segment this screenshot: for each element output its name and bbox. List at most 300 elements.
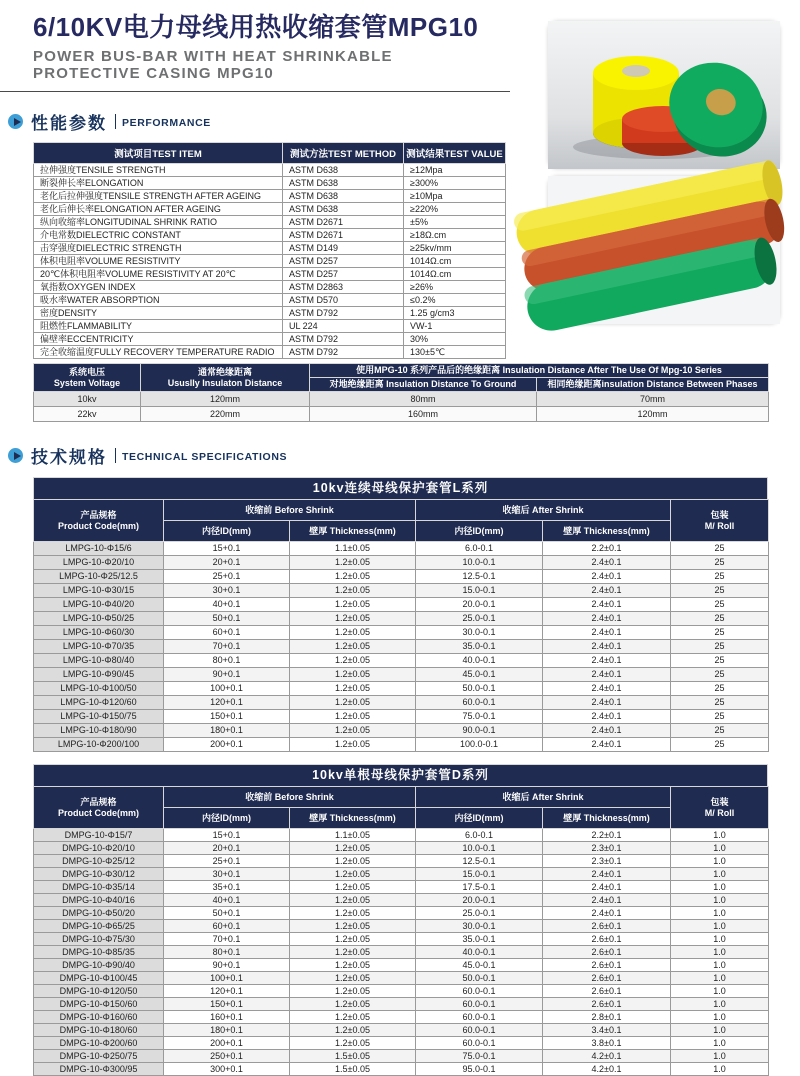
table-cell: ≥220% — [404, 203, 506, 216]
table-cell: LMPG-10-Φ30/15 — [34, 584, 164, 598]
table-cell: 25 — [671, 654, 769, 668]
table-row — [34, 855, 769, 868]
col-packing — [671, 500, 769, 542]
table-cell: 1.2±0.05 — [290, 626, 416, 640]
table-cell: DMPG-10-Φ15/7 — [34, 829, 164, 842]
table-cell: 75.0-0.1 — [416, 1050, 543, 1063]
table-cell: 120mm — [537, 407, 769, 422]
table-cell: ASTM D792 — [283, 346, 404, 359]
table-cell: 1.0 — [671, 933, 769, 946]
section-technical-en: TECHNICAL SPECIFICATIONS — [122, 451, 288, 464]
table-cell: 2.4±0.1 — [543, 598, 671, 612]
col-product-code-cn: 产品规格 — [80, 796, 117, 807]
col-packing-cn: 包装 — [710, 509, 729, 520]
table-cell: 1.0 — [671, 868, 769, 881]
performance-header-row — [34, 143, 506, 164]
table-row — [34, 407, 769, 422]
table-cell: 1.0 — [671, 842, 769, 855]
table-row — [34, 682, 769, 696]
table-cell: LMPG-10-Φ50/25 — [34, 612, 164, 626]
table-cell: 2.4±0.1 — [543, 682, 671, 696]
table-cell: 2.4±0.1 — [543, 668, 671, 682]
table-cell: 1.2±0.05 — [290, 584, 416, 598]
col-packing-en: M/ Roll — [704, 807, 735, 818]
table-cell: DMPG-10-Φ250/75 — [34, 1050, 164, 1063]
insulation-header-row-1 — [34, 364, 769, 378]
table-cell: 20.0-0.1 — [416, 598, 543, 612]
table-row — [34, 907, 769, 920]
table-row — [34, 946, 769, 959]
col-packing-cn: 包装 — [710, 796, 729, 807]
table-cell: ASTM D570 — [283, 294, 404, 307]
table-cell: 160+0.1 — [164, 1011, 290, 1024]
section-performance-cn: 性能参数 — [31, 114, 107, 134]
table-cell: LMPG-10-Φ25/12.5 — [34, 570, 164, 584]
table-cell: 2.6±0.1 — [543, 985, 671, 998]
table-cell: 1.0 — [671, 972, 769, 985]
col-system-voltage — [34, 364, 141, 392]
table-cell: ≥300% — [404, 177, 506, 190]
col-thickness-before: 壁厚 Thickness(mm) — [290, 808, 416, 829]
table-cell: 70+0.1 — [164, 640, 290, 654]
l-header-row-1 — [34, 500, 769, 521]
page-title: 6/10KV电力母线用热收缩套管MPG10 — [33, 12, 479, 42]
table-cell: 1.2±0.05 — [290, 724, 416, 738]
table-cell: 1.2±0.05 — [290, 1024, 416, 1037]
table-cell: DMPG-10-Φ90/40 — [34, 959, 164, 972]
table-cell: 1.2±0.05 — [290, 998, 416, 1011]
table-cell: 25 — [671, 738, 769, 752]
table-cell: 1.0 — [671, 998, 769, 1011]
table-cell: 2.4±0.1 — [543, 556, 671, 570]
table-row — [34, 307, 506, 320]
table-cell: 1.2±0.05 — [290, 682, 416, 696]
table-cell: 1.2±0.05 — [290, 738, 416, 752]
insulation-table-body — [34, 392, 769, 422]
table-cell: 2.6±0.1 — [543, 972, 671, 985]
table-cell: 介电常数DIELECTRIC CONSTANT — [34, 229, 283, 242]
table-cell: 10kv — [34, 392, 141, 407]
table-cell: LMPG-10-Φ180/90 — [34, 724, 164, 738]
table-cell: 2.4±0.1 — [543, 640, 671, 654]
table-row — [34, 1011, 769, 1024]
table-cell: 1.2±0.05 — [290, 598, 416, 612]
table-cell: 17.5-0.1 — [416, 881, 543, 894]
table-cell: 1.2±0.05 — [290, 612, 416, 626]
table-cell: 阻燃性FLAMMABILITY — [34, 320, 283, 333]
table-cell: 2.4±0.1 — [543, 894, 671, 907]
table-cell: 120+0.1 — [164, 696, 290, 710]
table-row — [34, 216, 506, 229]
table-cell: 40.0-0.1 — [416, 654, 543, 668]
table-cell: 2.4±0.1 — [543, 881, 671, 894]
table-row — [34, 584, 769, 598]
col-distance-to-ground: 对地绝缘距离 Insulation Distance To Ground — [310, 378, 537, 392]
table-cell: 1.2±0.05 — [290, 842, 416, 855]
table-cell: LMPG-10-Φ150/75 — [34, 710, 164, 724]
table-cell: 4.2±0.1 — [543, 1050, 671, 1063]
table-cell: ≥18Ω.cm — [404, 229, 506, 242]
table-cell: 30+0.1 — [164, 584, 290, 598]
header-divider — [0, 91, 510, 92]
table-cell: 120mm — [141, 392, 310, 407]
d-header-row-1 — [34, 787, 769, 808]
table-cell: 4.2±0.1 — [543, 1063, 671, 1076]
table-cell: 2.4±0.1 — [543, 907, 671, 920]
table-cell: 50+0.1 — [164, 612, 290, 626]
table-cell: 80+0.1 — [164, 654, 290, 668]
table-cell: 220mm — [141, 407, 310, 422]
col-id-before: 内径ID(mm) — [164, 808, 290, 829]
table-cell: 10.0-0.1 — [416, 842, 543, 855]
table-cell: 1.0 — [671, 1024, 769, 1037]
table-cell: 30.0-0.1 — [416, 920, 543, 933]
table-cell: 老化后伸长率ELONGATION AFTER AGEING — [34, 203, 283, 216]
table-cell: 80mm — [310, 392, 537, 407]
col-before-shrink: 收缩前 Before Shrink — [164, 787, 416, 808]
table-cell: 1.0 — [671, 881, 769, 894]
table-cell: 1.2±0.05 — [290, 710, 416, 724]
section-technical-cn: 技术规格 — [31, 448, 107, 468]
table-cell: 吸水率WATER ABSORPTION — [34, 294, 283, 307]
table-cell: 25 — [671, 710, 769, 724]
table-row — [34, 268, 506, 281]
table-cell: 1.2±0.05 — [290, 946, 416, 959]
table-cell: 拉伸强度TENSILE STRENGTH — [34, 164, 283, 177]
table-cell: 70+0.1 — [164, 933, 290, 946]
table-row — [34, 738, 769, 752]
table-cell: ≥26% — [404, 281, 506, 294]
table-row — [34, 654, 769, 668]
table-cell: 75.0-0.1 — [416, 710, 543, 724]
table-row — [34, 933, 769, 946]
table-cell: 130±5℃ — [404, 346, 506, 359]
table-cell: 12.5-0.1 — [416, 570, 543, 584]
table-cell: 2.4±0.1 — [543, 710, 671, 724]
table-row — [34, 177, 506, 190]
col-product-code — [34, 500, 164, 542]
page-subtitle-line2: PROTECTIVE CASING MPG10 — [33, 64, 274, 82]
col-id-before: 内径ID(mm) — [164, 521, 290, 542]
table-cell: 60+0.1 — [164, 626, 290, 640]
table-row — [34, 985, 769, 998]
table-cell: 2.4±0.1 — [543, 868, 671, 881]
table-cell: 1.2±0.05 — [290, 959, 416, 972]
table-cell: ASTM D792 — [283, 307, 404, 320]
table-cell: 100+0.1 — [164, 682, 290, 696]
table-cell: 1.2±0.05 — [290, 855, 416, 868]
table-cell: ≤0.2% — [404, 294, 506, 307]
section-performance-en: PERFORMANCE — [122, 117, 211, 130]
table-cell: 1.0 — [671, 920, 769, 933]
table-cell: 15.0-0.1 — [416, 584, 543, 598]
table-cell: 1.0 — [671, 959, 769, 972]
table-cell: 25 — [671, 570, 769, 584]
table-row — [34, 696, 769, 710]
table-cell: 1.25 g/cm3 — [404, 307, 506, 320]
table-cell: ASTM D2863 — [283, 281, 404, 294]
table-cell: 体积电阻率VOLUME RESISTIVITY — [34, 255, 283, 268]
table-cell: 250+0.1 — [164, 1050, 290, 1063]
l-series-title: 10kv连续母线保护套管L系列 — [33, 477, 768, 499]
table-row — [34, 190, 506, 203]
product-photo-rolls — [548, 21, 780, 169]
table-cell: 25 — [671, 640, 769, 654]
table-cell: 2.6±0.1 — [543, 959, 671, 972]
table-row — [34, 668, 769, 682]
table-cell: 300+0.1 — [164, 1063, 290, 1076]
table-cell: 60.0-0.1 — [416, 985, 543, 998]
table-cell: 1.0 — [671, 1037, 769, 1050]
table-cell: 10.0-0.1 — [416, 556, 543, 570]
insulation-distance-table — [33, 363, 769, 422]
table-cell: 160mm — [310, 407, 537, 422]
col-before-shrink: 收缩前 Before Shrink — [164, 500, 416, 521]
table-cell: 25 — [671, 612, 769, 626]
d-series-title: 10kv单根母线保护套管D系列 — [33, 764, 768, 786]
table-cell: LMPG-10-Φ100/50 — [34, 682, 164, 696]
table-cell: 3.8±0.1 — [543, 1037, 671, 1050]
table-cell: DMPG-10-Φ180/60 — [34, 1024, 164, 1037]
table-cell: 1.0 — [671, 1050, 769, 1063]
table-row — [34, 229, 506, 242]
table-row — [34, 392, 769, 407]
table-cell: ASTM D638 — [283, 164, 404, 177]
col-after-shrink: 收缩后 After Shrink — [416, 500, 671, 521]
d-series-table-body — [34, 829, 769, 1076]
table-row — [34, 842, 769, 855]
table-cell: 60.0-0.1 — [416, 1011, 543, 1024]
table-row — [34, 724, 769, 738]
table-row — [34, 320, 506, 333]
table-cell: 1.5±0.05 — [290, 1063, 416, 1076]
col-after-shrink: 收缩后 After Shrink — [416, 787, 671, 808]
table-cell: 150+0.1 — [164, 710, 290, 724]
table-row — [34, 1050, 769, 1063]
table-cell: 2.4±0.1 — [543, 584, 671, 598]
table-cell: 2.4±0.1 — [543, 612, 671, 626]
table-cell: DMPG-10-Φ25/12 — [34, 855, 164, 868]
table-cell: 1.0 — [671, 829, 769, 842]
col-system-voltage-en: System Voltage — [53, 377, 121, 388]
table-cell: 25 — [671, 724, 769, 738]
col-product-code — [34, 787, 164, 829]
col-id-after: 内径ID(mm) — [416, 808, 543, 829]
table-cell: 1.0 — [671, 894, 769, 907]
table-cell: 1.2±0.05 — [290, 640, 416, 654]
table-row — [34, 710, 769, 724]
table-cell: 1.1±0.05 — [290, 542, 416, 556]
table-cell: 1.2±0.05 — [290, 868, 416, 881]
table-row — [34, 346, 506, 359]
table-cell: 1.0 — [671, 855, 769, 868]
product-photo-tubes — [548, 176, 780, 324]
col-thickness-before: 壁厚 Thickness(mm) — [290, 521, 416, 542]
table-cell: 1.2±0.05 — [290, 1037, 416, 1050]
arrow-right-circle-icon — [8, 114, 23, 129]
table-row — [34, 281, 506, 294]
table-cell: 2.6±0.1 — [543, 946, 671, 959]
table-cell: 25.0-0.1 — [416, 612, 543, 626]
table-cell: LMPG-10-Φ20/10 — [34, 556, 164, 570]
datasheet-page — [0, 12, 800, 1075]
col-test-item: 测试项目TEST ITEM — [34, 143, 283, 164]
table-row — [34, 959, 769, 972]
table-cell: 12.5-0.1 — [416, 855, 543, 868]
table-row — [34, 203, 506, 216]
performance-table-body — [34, 164, 506, 359]
table-cell: 40.0-0.1 — [416, 946, 543, 959]
table-cell: 纵向收缩率LONGITUDINAL SHRINK RATIO — [34, 216, 283, 229]
col-usual-distance-en: Ususlly Insulaton Distance — [167, 377, 283, 388]
table-cell: 2.6±0.1 — [543, 920, 671, 933]
table-cell: ASTM D257 — [283, 268, 404, 281]
col-product-code-cn: 产品规格 — [80, 509, 117, 520]
table-row — [34, 242, 506, 255]
table-cell: 密度DENSITY — [34, 307, 283, 320]
table-cell: 100+0.1 — [164, 972, 290, 985]
arrow-right-circle-icon — [8, 448, 23, 463]
section-technical — [8, 443, 800, 468]
table-cell: 1.2±0.05 — [290, 933, 416, 946]
table-row — [34, 294, 506, 307]
table-cell: 3.4±0.1 — [543, 1024, 671, 1037]
table-cell: 25 — [671, 584, 769, 598]
table-cell: 2.2±0.1 — [543, 829, 671, 842]
l-series-table — [33, 499, 769, 752]
table-cell: 偏壁率ECCENTRICITY — [34, 333, 283, 346]
table-cell: 30+0.1 — [164, 868, 290, 881]
col-product-code-en: Product Code(mm) — [58, 520, 139, 531]
table-cell: 1.2±0.05 — [290, 985, 416, 998]
table-cell: 2.4±0.1 — [543, 654, 671, 668]
table-cell: 2.3±0.1 — [543, 855, 671, 868]
table-cell: ASTM D2671 — [283, 229, 404, 242]
table-cell: 1.2±0.05 — [290, 907, 416, 920]
table-cell: 老化后拉伸强度TENSILE STRENGTH AFTER AGEING — [34, 190, 283, 203]
table-cell: ±5% — [404, 216, 506, 229]
l-series-table-body — [34, 542, 769, 752]
table-cell: 1.0 — [671, 985, 769, 998]
table-cell: 150+0.1 — [164, 998, 290, 1011]
table-cell: 1.2±0.05 — [290, 570, 416, 584]
table-cell: 1.0 — [671, 1063, 769, 1076]
table-cell: 2.4±0.1 — [543, 738, 671, 752]
table-cell: 1.2±0.05 — [290, 972, 416, 985]
table-cell: 60.0-0.1 — [416, 1037, 543, 1050]
section-separator — [115, 448, 116, 463]
table-cell: ASTM D638 — [283, 203, 404, 216]
table-cell: 50+0.1 — [164, 907, 290, 920]
table-cell: 25.0-0.1 — [416, 907, 543, 920]
table-cell: 180+0.1 — [164, 1024, 290, 1037]
table-cell: 2.4±0.1 — [543, 724, 671, 738]
table-row — [34, 333, 506, 346]
table-cell: 25 — [671, 668, 769, 682]
table-row — [34, 164, 506, 177]
table-cell: 2.8±0.1 — [543, 1011, 671, 1024]
table-cell: VW-1 — [404, 320, 506, 333]
table-cell: 25 — [671, 682, 769, 696]
table-cell: LMPG-10-Φ60/30 — [34, 626, 164, 640]
l-series-block — [33, 477, 768, 752]
table-cell: 60.0-0.1 — [416, 696, 543, 710]
table-cell: UL 224 — [283, 320, 404, 333]
table-cell: LMPG-10-Φ120/60 — [34, 696, 164, 710]
table-cell: 50.0-0.1 — [416, 682, 543, 696]
table-row — [34, 598, 769, 612]
table-cell: LMPG-10-Φ70/35 — [34, 640, 164, 654]
table-cell: 180+0.1 — [164, 724, 290, 738]
table-cell: LMPG-10-Φ40/20 — [34, 598, 164, 612]
table-cell: 20+0.1 — [164, 556, 290, 570]
table-cell: 200+0.1 — [164, 1037, 290, 1050]
table-cell: 90+0.1 — [164, 959, 290, 972]
table-cell: DMPG-10-Φ100/45 — [34, 972, 164, 985]
table-cell: 25 — [671, 626, 769, 640]
table-cell: 1.2±0.05 — [290, 881, 416, 894]
table-cell: 25+0.1 — [164, 570, 290, 584]
table-row — [34, 612, 769, 626]
table-cell: 2.2±0.1 — [543, 542, 671, 556]
col-thickness-after: 壁厚 Thickness(mm) — [543, 521, 671, 542]
table-row — [34, 1024, 769, 1037]
table-cell: 25 — [671, 556, 769, 570]
table-cell: 60.0-0.1 — [416, 998, 543, 1011]
table-cell: 35.0-0.1 — [416, 640, 543, 654]
table-cell: 1.1±0.05 — [290, 829, 416, 842]
page-subtitle-line1: POWER BUS-BAR WITH HEAT SHRINKABLE — [33, 47, 393, 65]
table-cell: 60.0-0.1 — [416, 1024, 543, 1037]
table-cell: DMPG-10-Φ85/35 — [34, 946, 164, 959]
table-cell: 90.0-0.1 — [416, 724, 543, 738]
table-cell: 15.0-0.1 — [416, 868, 543, 881]
d-series-table — [33, 786, 769, 1076]
table-cell: 2.4±0.1 — [543, 570, 671, 584]
table-cell: ASTM D257 — [283, 255, 404, 268]
table-cell: 70mm — [537, 392, 769, 407]
table-row — [34, 542, 769, 556]
tubes-illustration — [548, 176, 780, 324]
table-row — [34, 626, 769, 640]
table-row — [34, 556, 769, 570]
table-row — [34, 1037, 769, 1050]
col-after-use-group: 使用MPG-10 系列产品后的绝缘距离 Insulation Distance After The Use Of Mpg-10 Series — [310, 364, 769, 378]
table-cell: ASTM D638 — [283, 177, 404, 190]
table-cell: 30.0-0.1 — [416, 626, 543, 640]
performance-table — [33, 142, 506, 359]
table-cell: 35+0.1 — [164, 881, 290, 894]
table-row — [34, 829, 769, 842]
table-cell: 6.0-0.1 — [416, 542, 543, 556]
table-cell: 1.2±0.05 — [290, 1011, 416, 1024]
table-cell: 1014Ω.cm — [404, 255, 506, 268]
table-cell: LMPG-10-Φ80/40 — [34, 654, 164, 668]
table-cell: 2.4±0.1 — [543, 696, 671, 710]
d-series-block — [33, 764, 768, 1076]
table-cell: 100.0-0.1 — [416, 738, 543, 752]
table-cell: LMPG-10-Φ90/45 — [34, 668, 164, 682]
table-cell: 1.0 — [671, 946, 769, 959]
table-cell: 20℃体积电阻率VOLUME RESISTIVITY AT 20℃ — [34, 268, 283, 281]
table-row — [34, 868, 769, 881]
col-product-code-en: Product Code(mm) — [58, 807, 139, 818]
col-packing — [671, 787, 769, 829]
table-cell: DMPG-10-Φ120/50 — [34, 985, 164, 998]
table-cell: 90+0.1 — [164, 668, 290, 682]
table-cell: DMPG-10-Φ65/25 — [34, 920, 164, 933]
table-cell: 200+0.1 — [164, 738, 290, 752]
